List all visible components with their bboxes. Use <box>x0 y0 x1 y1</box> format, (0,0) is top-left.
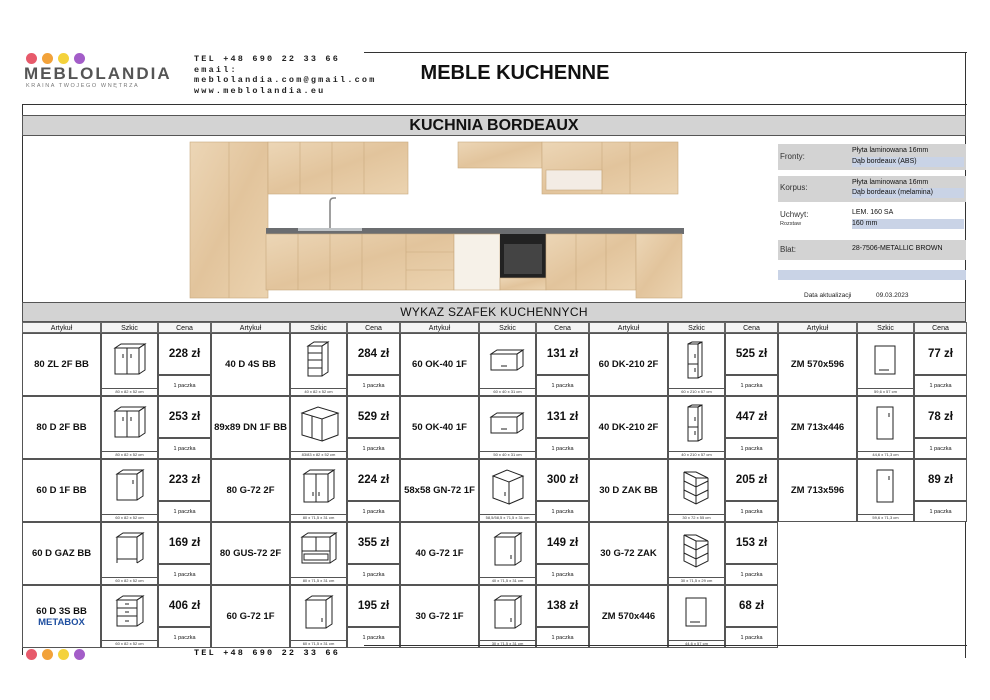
price: 68 zł <box>725 585 778 627</box>
column-header: Szkic <box>290 322 347 333</box>
contact-email[interactable]: meblolandia.com@gmail.com <box>194 75 377 85</box>
cabinet-sketch-icon <box>487 466 529 511</box>
column-header: Szkic <box>101 322 158 333</box>
cabinet-sketch-icon <box>487 403 529 448</box>
column-header: Cena <box>914 322 967 333</box>
dimensions: 60 x 210 x 57 cm <box>669 388 724 394</box>
korpus-value: Płyta laminowana 16mm <box>852 179 929 186</box>
cabinet-sketch <box>857 396 914 459</box>
article-name <box>589 459 668 522</box>
package-count: 1 paczka <box>536 564 589 585</box>
brand-tagline: KRAINA TWOJEGO WNĘTRZA <box>26 83 140 89</box>
cabinet-sketch-icon <box>109 403 151 448</box>
article-name <box>22 585 101 648</box>
uchwyt-label: Uchwyt: <box>780 210 809 219</box>
price: 205 zł <box>725 459 778 501</box>
cabinet-sketch <box>479 459 536 522</box>
cabinet-sketch-icon <box>298 403 340 448</box>
article-name <box>589 585 668 648</box>
dimensions: 40 x 210 x 57 cm <box>669 451 724 457</box>
price: 131 zł <box>536 333 589 375</box>
fronty-value: Płyta laminowana 16mm <box>852 147 929 154</box>
cabinet-sketch <box>479 396 536 459</box>
price: 447 zł <box>725 396 778 438</box>
article-name <box>211 585 290 648</box>
page-title: MEBLE KUCHENNE <box>420 62 610 84</box>
column-header: Cena <box>347 322 400 333</box>
price: 300 zł <box>536 459 589 501</box>
article-name <box>589 522 668 585</box>
contact-web[interactable]: www.meblolandia.eu <box>194 85 326 96</box>
article-name <box>778 333 857 396</box>
article-code: 30 G-72 ZAK <box>600 548 657 559</box>
column-header: Artykuł <box>22 322 101 333</box>
price: 169 zł <box>158 522 211 564</box>
price: 77 zł <box>914 333 967 375</box>
package-count: 1 paczka <box>347 438 400 459</box>
column-header: Artykuł <box>400 322 479 333</box>
dimensions: 40 x 71,5 x 31 cm <box>480 577 535 583</box>
price: 228 zł <box>158 333 211 375</box>
column-header: Cena <box>158 322 211 333</box>
cabinet-sketch <box>668 585 725 648</box>
article-code: 80 D 2F BB <box>36 422 87 433</box>
article-code: 58x58 GN-72 1F <box>404 485 475 496</box>
fronty-value-2: Dąb bordeaux (ABS) <box>852 157 964 167</box>
korpus-label: Korpus: <box>780 183 808 192</box>
price: 195 zł <box>347 585 400 627</box>
frame-line <box>364 645 967 646</box>
cabinet-sketch-icon <box>676 340 718 385</box>
cabinet-sketch <box>101 585 158 648</box>
cabinet-sketch-icon <box>487 592 529 637</box>
cabinet-sketch <box>290 585 347 648</box>
dimensions: 80 x 71,5 x 31 cm <box>291 514 346 520</box>
article-name <box>778 459 857 522</box>
column-header: Artykuł <box>589 322 668 333</box>
column-header: Szkic <box>668 322 725 333</box>
list-title: WYKAZ SZAFEK KUCHENNYCH <box>22 302 966 322</box>
price: 224 zł <box>347 459 400 501</box>
price: 131 zł <box>536 396 589 438</box>
article-subtitle: METABOX <box>38 616 85 628</box>
cabinet-sketch-icon <box>298 340 340 385</box>
package-count: 1 paczka <box>158 438 211 459</box>
article-code: 60 DK-210 2F <box>598 359 659 370</box>
dimensions: 60 x 82 x 52 cm <box>102 577 157 583</box>
package-count: 1 paczka <box>347 627 400 648</box>
rozstaw-label: Rozstaw <box>780 221 802 227</box>
price: 525 zł <box>725 333 778 375</box>
price: 529 zł <box>347 396 400 438</box>
price: 138 zł <box>536 585 589 627</box>
cabinet-sketch-icon <box>109 529 151 574</box>
korpus-value-2: Dąb bordeaux (melamina) <box>852 188 964 198</box>
logo-dot <box>26 649 37 660</box>
package-count: 1 paczka <box>725 501 778 522</box>
article-code: 30 D ZAK BB <box>599 485 658 496</box>
package-count: 1 paczka <box>158 627 211 648</box>
cabinet-sketch-icon <box>109 592 151 637</box>
cabinet-sketch <box>101 459 158 522</box>
article-name <box>211 396 290 459</box>
package-count: 1 paczka <box>725 564 778 585</box>
cabinet-sketch <box>857 459 914 522</box>
package-count: 1 paczka <box>914 375 967 396</box>
dimensions: 80 x 82 x 52 cm <box>102 451 157 457</box>
package-count: 1 paczka <box>536 627 589 648</box>
cabinet-sketch <box>290 459 347 522</box>
article-name <box>211 522 290 585</box>
dimensions: 30 x 71,5 x 29 cm <box>669 577 724 583</box>
package-count: 1 paczka <box>347 375 400 396</box>
package-count: 1 paczka <box>725 375 778 396</box>
article-name <box>400 396 479 459</box>
price: 89 zł <box>914 459 967 501</box>
article-name <box>22 333 101 396</box>
cabinet-sketch <box>479 585 536 648</box>
article-name <box>22 459 101 522</box>
cabinet-sketch <box>668 396 725 459</box>
article-code: 89x89 DN 1F BB <box>214 422 287 433</box>
cabinet-sketch-icon <box>676 529 718 574</box>
article-code: 80 ZL 2F BB <box>34 359 89 370</box>
cabinet-sketch <box>668 333 725 396</box>
package-count: 1 paczka <box>536 438 589 459</box>
cabinet-sketch-icon <box>109 340 151 385</box>
article-code: ZM 570x446 <box>601 611 656 622</box>
article-name <box>589 333 668 396</box>
price: 253 zł <box>158 396 211 438</box>
price: 223 zł <box>158 459 211 501</box>
contact-email-label: email: <box>194 64 238 75</box>
kitchen-title: KUCHNIA BORDEAUX <box>22 115 966 136</box>
package-count: 1 paczka <box>725 627 778 648</box>
price: 406 zł <box>158 585 211 627</box>
article-code: 40 D 4S BB <box>225 359 276 370</box>
package-count: 1 paczka <box>347 564 400 585</box>
cabinet-sketch-icon <box>676 592 718 637</box>
cabinet-sketch-icon <box>298 529 340 574</box>
article-code: 80 G-72 2F <box>226 485 275 496</box>
cabinet-sketch <box>290 522 347 585</box>
cabinet-sketch-icon <box>298 592 340 637</box>
article-name <box>778 396 857 459</box>
article-code: 40 G-72 1F <box>415 548 464 559</box>
cabinet-sketch <box>857 333 914 396</box>
uchwyt-value: LEM. 160 SA <box>852 209 894 216</box>
article-name <box>211 333 290 396</box>
cabinet-sketch <box>290 396 347 459</box>
package-count: 1 paczka <box>914 501 967 522</box>
dimensions: 50 x 40 x 31 cm <box>480 451 535 457</box>
cabinet-sketch <box>290 333 347 396</box>
dimensions: 60 x 82 x 52 cm <box>102 640 157 646</box>
rozstaw-value: 160 mm <box>852 219 964 229</box>
column-header: Artykuł <box>211 322 290 333</box>
article-code: 30 G-72 1F <box>415 611 464 622</box>
column-header: Cena <box>725 322 778 333</box>
dimensions: 40 x 82 x 52 cm <box>291 388 346 394</box>
dimensions: 30 x 72 x 55 cm <box>669 514 724 520</box>
article-code: 60 D GAZ BB <box>31 548 92 559</box>
package-count: 1 paczka <box>536 501 589 522</box>
dimensions: 80 x 82 x 52 cm <box>102 388 157 394</box>
package-count: 1 paczka <box>536 375 589 396</box>
article-code: 60 D 1F BB <box>36 485 87 496</box>
article-name <box>400 459 479 522</box>
cabinet-sketch <box>668 522 725 585</box>
cabinet-sketch-icon <box>676 403 718 448</box>
article-code: 50 OK-40 1F <box>412 422 467 433</box>
fronty-label: Fronty: <box>780 152 805 161</box>
footer-phone: TEL +48 690 22 33 66 <box>194 648 341 658</box>
dimensions: 60 x 40 x 31 cm <box>480 388 535 394</box>
package-count: 1 paczka <box>725 438 778 459</box>
column-header: Szkic <box>857 322 914 333</box>
cabinet-sketch-icon <box>487 529 529 574</box>
article-name <box>211 459 290 522</box>
brand-logo: MEBLOLANDIA <box>24 64 172 83</box>
logo-dot <box>58 649 69 660</box>
article-code: 60 D 3S BB <box>36 605 87 617</box>
cabinet-sketch <box>101 522 158 585</box>
cabinet-sketch <box>101 333 158 396</box>
dimensions: 44,6 x 57 cm <box>669 640 724 646</box>
article-code: ZM 713x596 <box>790 485 845 496</box>
article-code: ZM 713x446 <box>790 422 845 433</box>
cabinet-sketch <box>668 459 725 522</box>
column-header: Szkic <box>479 322 536 333</box>
article-name <box>22 522 101 585</box>
dimensions: 59,6 x 71,3 cm <box>858 514 913 520</box>
dimensions: 80 x 71,5 x 31 cm <box>291 577 346 583</box>
dimensions: 58,5/58,5 x 71,5 x 31 cm <box>480 514 535 520</box>
cabinet-sketch-icon <box>487 340 529 385</box>
update-label: Data aktualizacji <box>804 292 852 299</box>
article-code: ZM 570x596 <box>790 359 845 370</box>
cabinet-sketch-icon <box>865 466 907 511</box>
blat-value: 28-7506-METALLIC BROWN <box>852 245 943 252</box>
contact-phone: TEL +48 690 22 33 66 <box>194 54 341 64</box>
dimensions: 60 x 71,5 x 31 cm <box>291 640 346 646</box>
cabinet-sketch <box>101 396 158 459</box>
column-header: Artykuł <box>778 322 857 333</box>
update-date: 09.03.2023 <box>876 292 909 299</box>
cabinet-sketch <box>479 333 536 396</box>
cabinet-sketch-icon <box>865 403 907 448</box>
column-header: Cena <box>536 322 589 333</box>
price: 153 zł <box>725 522 778 564</box>
article-code: 60 OK-40 1F <box>412 359 467 370</box>
article-name <box>22 396 101 459</box>
package-count: 1 paczka <box>158 564 211 585</box>
article-name <box>589 396 668 459</box>
dimensions: 44,6 x 71,3 cm <box>858 451 913 457</box>
article-code: 80 GUS-72 2F <box>219 548 282 559</box>
article-code: 60 G-72 1F <box>226 611 275 622</box>
dimensions: 30 x 71,5 x 31 cm <box>480 640 535 646</box>
cabinet-sketch-icon <box>298 466 340 511</box>
dimensions: 59,6 x 57 cm <box>858 388 913 394</box>
package-count: 1 paczka <box>158 501 211 522</box>
blat-label: Blat: <box>780 245 797 254</box>
footer-dots <box>26 649 88 661</box>
article-name <box>400 522 479 585</box>
cabinet-sketch-icon <box>865 340 907 385</box>
dimensions: 83/83 x 82 x 52 cm <box>291 451 346 457</box>
cabinet-sketch <box>479 522 536 585</box>
package-count: 1 paczka <box>158 375 211 396</box>
package-count: 1 paczka <box>347 501 400 522</box>
price: 284 zł <box>347 333 400 375</box>
article-name <box>400 585 479 648</box>
logo-dot <box>42 649 53 660</box>
cabinet-sketch-icon <box>109 466 151 511</box>
cabinet-sketch-icon <box>676 466 718 511</box>
package-count: 1 paczka <box>914 438 967 459</box>
article-code: 40 DK-210 2F <box>598 422 659 433</box>
logo-dot <box>74 649 85 660</box>
price: 78 zł <box>914 396 967 438</box>
article-name <box>400 333 479 396</box>
dimensions: 60 x 82 x 52 cm <box>102 514 157 520</box>
price: 355 zł <box>347 522 400 564</box>
price: 149 zł <box>536 522 589 564</box>
